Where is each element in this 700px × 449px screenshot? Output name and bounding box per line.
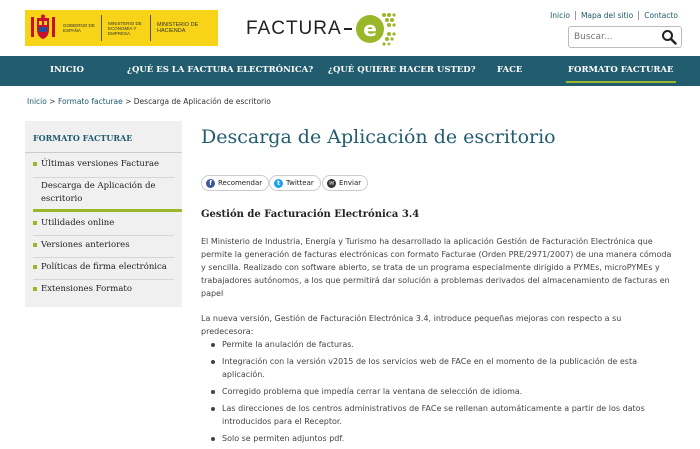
nav-item-que-quiere[interactable]: ¿QUÉ QUIERE HACER USTED? (328, 65, 476, 75)
list-item: Integración con la versión v2015 de los servicios web de FACe en el momento de la publicación de esta aplicación. (211, 355, 671, 381)
changes-list (211, 338, 671, 449)
facturae-e-icon (354, 9, 398, 49)
gov-logo-col3: MINISTERIO DE HACIENDA (157, 22, 199, 34)
facebook-icon: f (206, 179, 215, 188)
sidebar-active-indicator (33, 209, 182, 212)
top-link-contacto[interactable]: Contacto (644, 11, 678, 20)
twitter-icon: t (274, 179, 283, 188)
breadcrumb-separator: > (49, 97, 56, 106)
nav-item-que-es[interactable]: ¿QUÉ ES LA FACTURA ELECTRÓNICA? (127, 65, 314, 75)
sidebar (25, 121, 182, 307)
government-logo[interactable] (25, 10, 218, 46)
site-header (0, 0, 700, 56)
gov-logo-col1: GOBIERNO DE ESPAÑA (63, 23, 95, 33)
sidebar-title: FORMATO FACTURAE (33, 133, 133, 143)
sidebar-item-versiones-anteriores[interactable]: Versiones anteriores (33, 239, 178, 252)
gov-logo-col2: MINISTERIO DE ECONOMÍA Y EMPRESA (108, 20, 142, 36)
sidebar-item-politicas-firma[interactable]: Políticas de firma electrónica (33, 261, 178, 274)
breadcrumb-home[interactable]: Inicio (27, 97, 47, 106)
gov-logo-divider (101, 15, 102, 41)
nav-item-formato-facturae[interactable]: FORMATO FACTURAE (568, 56, 674, 86)
sidebar-item-descarga-aplicacion[interactable]: Descarga de Aplicación de escritorio (41, 181, 156, 204)
list-item: Permite la anulación de facturas. (211, 338, 671, 351)
breadcrumb-section[interactable]: Formato facturae (57, 97, 123, 106)
sidebar-item-extensiones-formato[interactable]: Extensiones Formato (33, 283, 178, 296)
top-link-inicio[interactable]: Inicio (545, 11, 576, 20)
version-paragraph: La nueva versión, Gestión de Facturación Electrónica 3.4, introduce pequeñas mejoras con respecto a su predecesora: (201, 314, 622, 336)
list-item: Las direcciones de los centros administrativos de FACe se rellenan automáticamente a partir de los datos introducidos para el Receptor. (211, 402, 671, 428)
sidebar-divider (33, 177, 174, 178)
share-email-label: Enviar (339, 179, 362, 187)
intro-paragraph: El Ministerio de Industria, Energía y Turismo ha desarrollado la aplicación Gestión de Facturación Electrónica que permite la generación de facturas electrónicas con formato Facturae (Orden PRE/2971/2007) de una manera cómoda y sencilla. Realizado con software abierto, se trata de un programa especialmente dirigido a PYMEs, microPYMEs y trabajadores autónomos, a los que permitirá dar solución a problemas derivados del almacenamiento de facturas en papel (201, 237, 672, 298)
list-item: Solo se permiten adjuntos pdf. (211, 432, 671, 445)
list-item: Corregido problema que impedía cerrar la ventana de selección de idioma. (211, 385, 671, 398)
sidebar-divider (33, 279, 174, 280)
share-facebook-button[interactable] (201, 175, 269, 191)
main-nav (0, 56, 700, 86)
search-input[interactable] (569, 31, 656, 43)
facturae-logo-dash (344, 28, 352, 30)
nav-item-inicio[interactable]: INICIO (50, 65, 84, 75)
share-twitter-button[interactable] (269, 175, 321, 191)
facturae-logo-text: FACTURA (246, 18, 342, 39)
utility-links (545, 11, 678, 20)
search-icon[interactable] (661, 29, 677, 45)
facturae-logo[interactable] (246, 9, 398, 49)
breadcrumb (27, 97, 271, 106)
facturae-e-letter: e (362, 17, 377, 41)
sidebar-item-utilidades-online[interactable]: Utilidades online (33, 217, 178, 230)
email-icon: ✉ (328, 179, 335, 187)
share-twitter-label: Twittear (286, 179, 314, 187)
breadcrumb-current: Descarga de Aplicación de escritorio (133, 97, 271, 106)
breadcrumb-separator: > (125, 97, 132, 106)
section-heading: Gestión de Facturación Electrónica 3.4 (201, 209, 420, 220)
sidebar-divider (33, 235, 174, 236)
share-email-button[interactable] (322, 175, 368, 191)
nav-item-face[interactable]: FACE (497, 65, 523, 75)
gov-logo-divider (150, 15, 151, 41)
search-box (568, 26, 682, 48)
sidebar-divider (25, 152, 182, 153)
top-link-sitemap[interactable]: Mapa del sitio (576, 11, 639, 20)
page-title: Descarga de Aplicación de escritorio (201, 126, 556, 148)
coat-of-arms-icon (29, 14, 57, 42)
sidebar-item-ultimas-versiones[interactable]: Últimas versiones Facturae (33, 158, 178, 171)
sidebar-divider (33, 257, 174, 258)
share-facebook-label: Recomendar (218, 179, 263, 187)
